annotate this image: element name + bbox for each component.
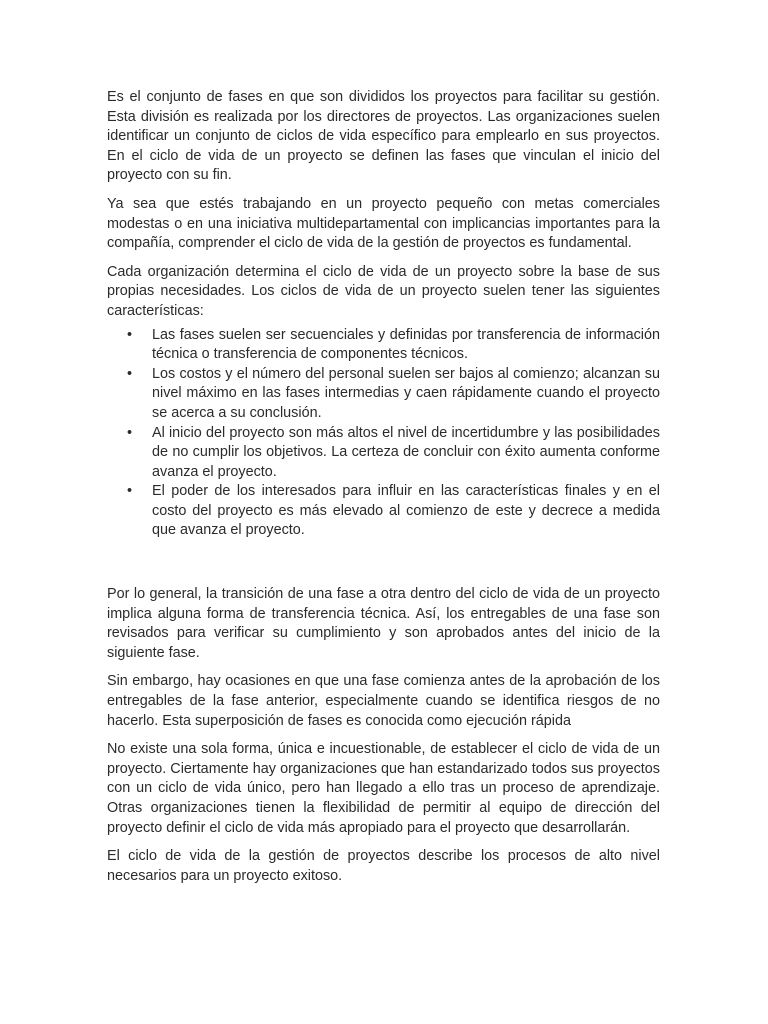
list-item-text: El poder de los interesados para influir en las características finales y en el costo del proyecto es más elevado al comienzo de este y decrece a medida que avanza el proyecto. bbox=[152, 483, 660, 539]
list-item bbox=[107, 424, 660, 483]
closing-paragraph: El ciclo de vida de la gestión de proyectos describe los procesos de alto nivel necesarios para un proyecto exitoso. bbox=[107, 848, 660, 884]
closing-paragraph: Sin embargo, hay ocasiones en que una fase comienza antes de la aprobación de los entregables de la fase anterior, especialmente cuando se identifica riesgos de no hacerlo. Esta superposición de fases es conocida como ejecución rápida bbox=[107, 673, 660, 729]
bullet-icon: • bbox=[127, 365, 133, 382]
closing-paragraph: No existe una sola forma, única e incuestionable, de establecer el ciclo de vida de un proyecto. Ciertamente hay organizaciones que han estandarizado todos sus proyectos con un ciclo de vida único, pero han llegado a ello tras un proceso de aprendizaje. Otras organizaciones tienen la flexibilidad de permitir al equipo de dirección del proyecto definir el ciclo de vida más apropiado para el proyecto que desarrollarán. bbox=[107, 741, 660, 836]
document-page bbox=[107, 88, 660, 895]
closing-paragraph: Por lo general, la transición de una fase a otra dentro del ciclo de vida de un proyecto implica alguna forma de transferencia técnica. Así, los entregables de una fase son revisados para verificar su cumplimiento y son aprobados antes del inicio de la siguiente fase. bbox=[107, 586, 660, 661]
bullet-icon: • bbox=[127, 424, 133, 441]
list-item bbox=[107, 482, 660, 541]
intro-paragraph: Ya sea que estés trabajando en un proyecto pequeño con metas comerciales modestas o en una iniciativa multidepartamental con implicancias importantes para la compañía, comprender el ciclo de vida de la gestión de proyectos es fundamental. bbox=[107, 195, 660, 252]
list-item bbox=[107, 326, 660, 365]
intro-paragraph: Cada organización determina el ciclo de vida de un proyecto sobre la base de sus propias necesidades. Los ciclos de vida de un proyecto suelen tener las siguientes características: bbox=[107, 263, 660, 319]
list-item bbox=[107, 365, 660, 424]
intro-paragraph: Es el conjunto de fases en que son divididos los proyectos para facilitar su gestión. Esta división es realizada por los directores de proyectos. Las organizaciones suelen identificar un conjunto de ciclos de vida específico para emplearlo en sus proyectos. En el ciclo de vida de un proyecto se definen las fases que vinculan el inicio del proyecto con su fin. bbox=[107, 89, 660, 184]
list-item-text: Al inicio del proyecto son más altos el nivel de incertidumbre y las posibilidades de no cumplir los objetivos. La certeza de concluir con éxito aumenta conforme avanza el proyecto. bbox=[152, 424, 660, 480]
blank-spacer bbox=[107, 541, 660, 585]
characteristics-list bbox=[107, 326, 660, 542]
bullet-icon: • bbox=[127, 326, 133, 343]
list-item-text: Los costos y el número del personal suelen ser bajos al comienzo; alcanzan su nivel máximo en las fases intermedias y caen rápidamente cuando el proyecto se acerca a su conclusión. bbox=[152, 365, 660, 421]
list-item-text: Las fases suelen ser secuenciales y definidas por transferencia de información técnica o transferencia de componentes técnicos. bbox=[152, 326, 660, 363]
bullet-icon: • bbox=[127, 483, 133, 500]
